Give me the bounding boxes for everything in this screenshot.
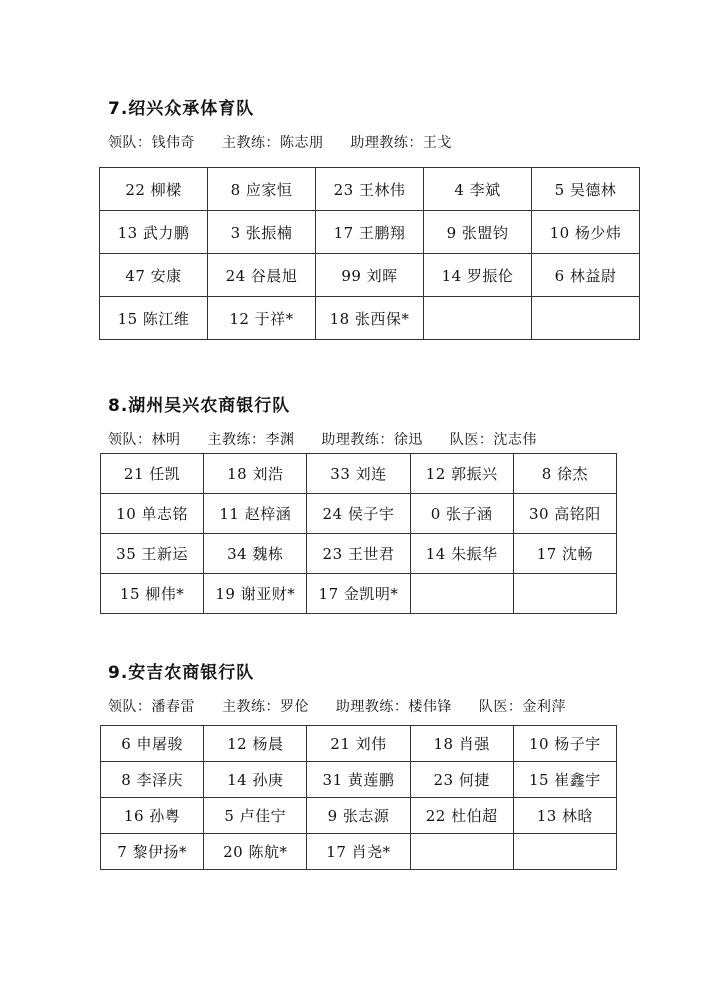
player-cell: 24 侯子宇: [307, 494, 410, 534]
staff-line: [108, 429, 559, 449]
table-row: [101, 534, 617, 574]
player-cell: 47 安康: [100, 254, 208, 297]
staff-team-doctor: 队医：金利萍: [478, 699, 566, 715]
player-cell: 15 崔鑫宇: [513, 762, 616, 798]
empty-cell: [424, 297, 532, 340]
player-cell: 14 孙庚: [204, 762, 307, 798]
player-cell: 20 陈航*: [204, 834, 307, 870]
player-cell: 0 张子涵: [410, 494, 513, 534]
player-cell: 8 应家恒: [208, 168, 316, 211]
player-cell: 5 卢佳宁: [204, 798, 307, 834]
empty-cell: [532, 297, 640, 340]
staff-assistant-coach: 助理教练：王戈: [350, 135, 452, 151]
roster-table: [100, 453, 617, 614]
player-cell: 14 朱振华: [410, 534, 513, 574]
player-cell: 6 林益尉: [532, 254, 640, 297]
player-cell: 10 杨少炜: [532, 211, 640, 254]
staff-assistant-coach: 助理教练：楼伟锋: [335, 699, 452, 715]
staff-head-coach: 主教练：陈志朋: [221, 135, 324, 151]
player-cell: 12 郭振兴: [410, 454, 513, 494]
table-row: [101, 726, 617, 762]
player-cell: 21 刘伟: [307, 726, 410, 762]
player-cell: 6 申屠骏: [101, 726, 204, 762]
staff-head-coach: 主教练：罗伦: [221, 699, 309, 715]
player-cell: 35 王新运: [101, 534, 204, 574]
table-row: [100, 211, 640, 254]
player-cell: 16 孙粤: [101, 798, 204, 834]
staff-leader: 领队：钱伟奇: [108, 135, 195, 151]
staff-head-coach: 主教练：李渊: [207, 432, 295, 448]
player-cell: 21 任凯: [101, 454, 204, 494]
player-cell: 22 杜伯超: [410, 798, 513, 834]
table-row: [101, 494, 617, 534]
player-cell: 12 于祥*: [208, 297, 316, 340]
table-row: [101, 454, 617, 494]
player-cell: 5 吴德林: [532, 168, 640, 211]
player-cell: 4 李斌: [424, 168, 532, 211]
empty-cell: [513, 574, 616, 614]
table-row: [100, 254, 640, 297]
player-cell: 30 高铭阳: [513, 494, 616, 534]
player-cell: 13 武力鹏: [100, 211, 208, 254]
player-cell: 17 沈畅: [513, 534, 616, 574]
player-cell: 17 肖尧*: [307, 834, 410, 870]
player-cell: 3 张振楠: [208, 211, 316, 254]
player-cell: 18 刘浩: [204, 454, 307, 494]
player-cell: 23 王世君: [307, 534, 410, 574]
player-cell: 34 魏栋: [204, 534, 307, 574]
player-cell: 7 黎伊扬*: [101, 834, 204, 870]
player-cell: 17 王鹏翔: [316, 211, 424, 254]
player-cell: 10 单志铭: [101, 494, 204, 534]
staff-assistant-coach: 助理教练：徐迅: [321, 432, 423, 448]
roster-table: [100, 725, 617, 870]
player-cell: 8 徐杰: [513, 454, 616, 494]
staff-leader: 领队：林明: [108, 432, 181, 448]
staff-line: [108, 696, 588, 716]
player-cell: 18 张西保*: [316, 297, 424, 340]
roster-table: [99, 167, 640, 340]
table-row: [100, 168, 640, 211]
empty-cell: [410, 574, 513, 614]
player-cell: 12 杨晨: [204, 726, 307, 762]
team-title: 9.安吉农商银行队: [108, 663, 255, 683]
player-cell: 9 张志源: [307, 798, 410, 834]
staff-line: [108, 132, 474, 152]
player-cell: 99 刘晖: [316, 254, 424, 297]
player-cell: 13 林晗: [513, 798, 616, 834]
player-cell: 22 柳樑: [100, 168, 208, 211]
team-title: 7.绍兴众承体育队: [108, 99, 255, 119]
player-cell: 15 陈江维: [100, 297, 208, 340]
player-cell: 23 何捷: [410, 762, 513, 798]
table-row: [101, 762, 617, 798]
staff-leader: 领队：潘春雷: [108, 699, 195, 715]
player-cell: 9 张盟钧: [424, 211, 532, 254]
player-cell: 11 赵梓涵: [204, 494, 307, 534]
player-cell: 17 金凯明*: [307, 574, 410, 614]
table-row: [101, 798, 617, 834]
empty-cell: [513, 834, 616, 870]
player-cell: 31 黄莲鹏: [307, 762, 410, 798]
player-cell: 14 罗振伦: [424, 254, 532, 297]
player-cell: 19 谢亚财*: [204, 574, 307, 614]
table-row: [101, 574, 617, 614]
player-cell: 23 王林伟: [316, 168, 424, 211]
player-cell: 18 肖强: [410, 726, 513, 762]
team-title: 8.湖州吴兴农商银行队: [108, 396, 291, 416]
player-cell: 33 刘连: [307, 454, 410, 494]
table-row: [101, 834, 617, 870]
staff-team-doctor: 队医：沈志伟: [449, 432, 537, 448]
empty-cell: [410, 834, 513, 870]
player-cell: 24 谷晨旭: [208, 254, 316, 297]
player-cell: 8 李泽庆: [101, 762, 204, 798]
player-cell: 10 杨子宇: [513, 726, 616, 762]
table-row: [100, 297, 640, 340]
player-cell: 15 柳伟*: [101, 574, 204, 614]
